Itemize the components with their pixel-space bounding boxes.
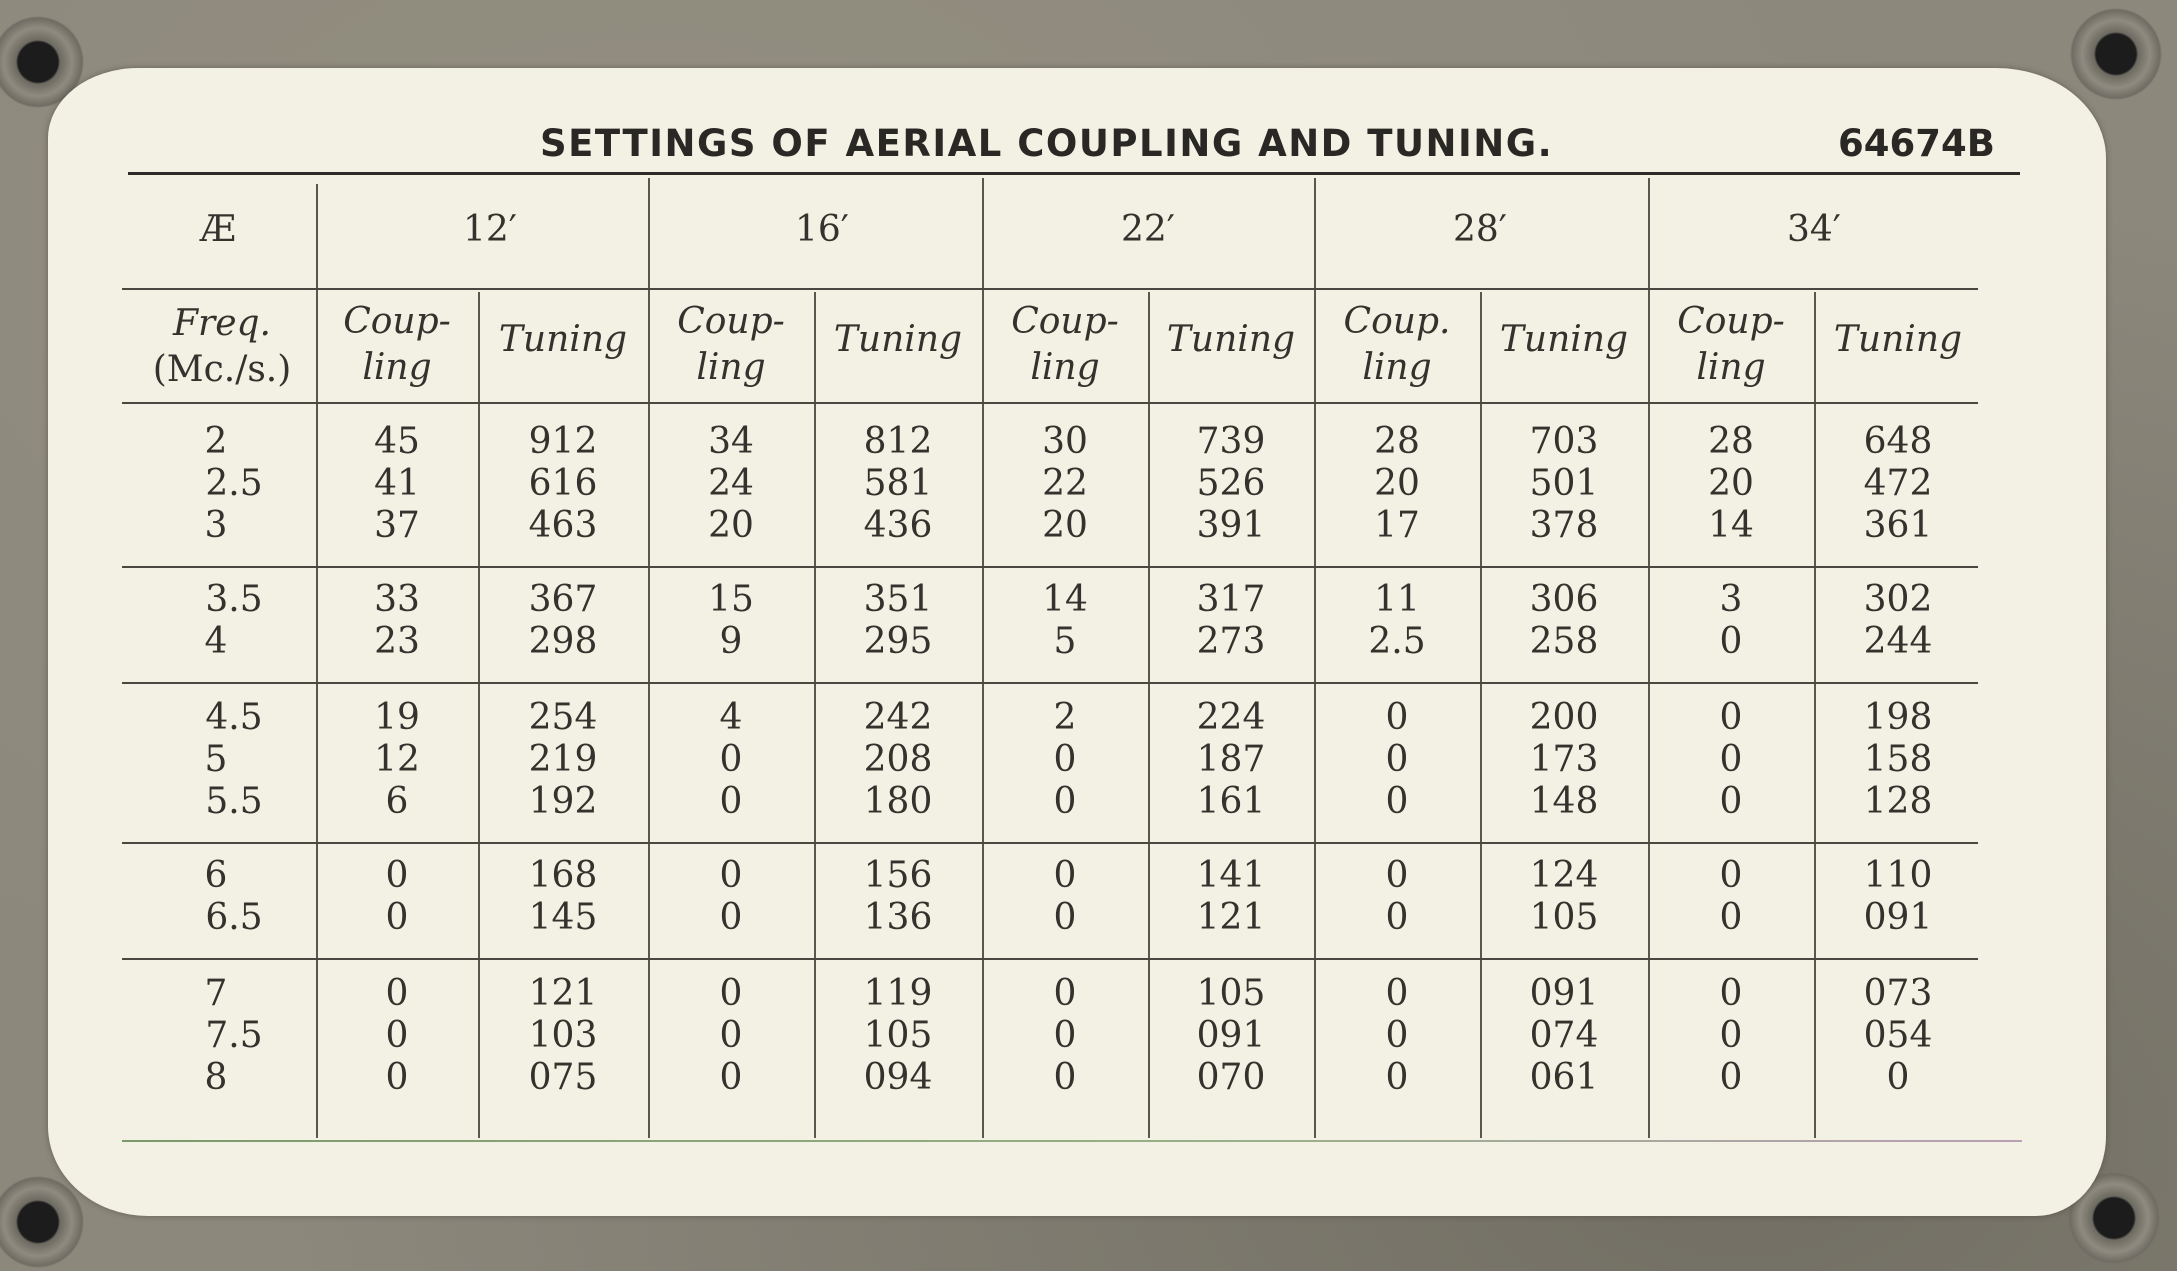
coupling-value: 0: [1385, 697, 1409, 738]
coupling-value: 0: [1719, 1015, 1743, 1056]
coupling-value: 0: [1719, 781, 1743, 822]
tuning-label: Tuning: [498, 319, 628, 360]
freq-value: 4.5: [205, 697, 263, 738]
coupling-value: 24: [708, 463, 754, 504]
coupling-value: 0: [1385, 1057, 1409, 1098]
tuning-value: 121: [1196, 897, 1266, 938]
tuning-value: 103: [528, 1015, 598, 1056]
row-divider: [122, 958, 1978, 960]
coupling-value: 2.5: [1368, 621, 1426, 662]
coupling-value: 20: [1042, 505, 1088, 546]
column-divider: [1814, 292, 1816, 1138]
screw-top-right: [2070, 8, 2162, 100]
tuning-value: 180: [863, 781, 933, 822]
coupling-value: 0: [1719, 739, 1743, 780]
column-divider: [1480, 292, 1482, 1138]
tuning-value: 526: [1196, 463, 1266, 504]
coupling-value: 45: [374, 421, 420, 462]
column-divider: [982, 178, 984, 1138]
tuning-value: 273: [1196, 621, 1266, 662]
tuning-value: 148: [1529, 781, 1599, 822]
tuning-label: Tuning: [1833, 319, 1963, 360]
tuning-value: 367: [528, 579, 598, 620]
coupling-value: 28: [1708, 421, 1754, 462]
tuning-value: 258: [1529, 621, 1599, 662]
freq-value: 8: [204, 1057, 228, 1098]
tuning-value: 054: [1863, 1015, 1933, 1056]
tuning-value: 208: [863, 739, 933, 780]
column-divider: [316, 184, 318, 1138]
tuning-value: 161: [1196, 781, 1266, 822]
tuning-value: 119: [863, 973, 933, 1014]
freq-value: 4: [204, 621, 228, 662]
tuning-value: 391: [1196, 505, 1266, 546]
column-divider: [478, 292, 480, 1138]
coupling-label-2: ling: [1362, 347, 1432, 388]
coupling-value: 41: [374, 463, 420, 504]
coupling-value: 0: [1385, 897, 1409, 938]
coupling-value: 3: [1719, 579, 1743, 620]
coupling-label: Coup-: [677, 301, 785, 342]
coupling-value: 0: [719, 897, 743, 938]
tuning-value: 061: [1529, 1057, 1599, 1098]
coupling-value: 0: [1385, 855, 1409, 896]
coupling-value: 37: [374, 505, 420, 546]
tuning-value: 912: [528, 421, 598, 462]
coupling-value: 0: [1385, 781, 1409, 822]
coupling-value: 0: [1719, 973, 1743, 1014]
aerial-length-5: 34′: [1787, 209, 1841, 250]
coupling-value: 9: [719, 621, 743, 662]
coupling-value: 0: [385, 855, 409, 896]
tuning-label: Tuning: [1499, 319, 1629, 360]
freq-value: 5.5: [205, 781, 263, 822]
tuning-value: 091: [1196, 1015, 1266, 1056]
coupling-value: 0: [1053, 855, 1077, 896]
freq-label: Freq.: [173, 303, 271, 344]
tuning-value: 616: [528, 463, 598, 504]
tuning-value: 703: [1529, 421, 1599, 462]
tuning-value: 094: [863, 1057, 933, 1098]
coupling-value: 0: [719, 973, 743, 1014]
tuning-value: 378: [1529, 505, 1599, 546]
tuning-value: 192: [528, 781, 598, 822]
freq-value: 6: [204, 855, 228, 896]
aerial-length-4: 28′: [1453, 209, 1507, 250]
tuning-value: 136: [863, 897, 933, 938]
coupling-label: Coup.: [1343, 301, 1451, 342]
coupling-value: 4: [719, 697, 743, 738]
row-divider: [122, 402, 1978, 404]
tuning-value: 254: [528, 697, 598, 738]
tuning-value: 219: [528, 739, 598, 780]
coupling-value: 0: [1385, 739, 1409, 780]
coupling-value: 14: [1708, 505, 1754, 546]
coupling-value: 0: [1385, 973, 1409, 1014]
tuning-value: 648: [1863, 421, 1933, 462]
footer-line: [122, 1140, 2022, 1142]
tuning-value: 739: [1196, 421, 1266, 462]
freq-value: 7.5: [205, 1015, 263, 1056]
freq-unit-label: (Mc./s.): [152, 349, 292, 390]
coupling-value: 0: [719, 1057, 743, 1098]
coupling-label-2: ling: [1696, 347, 1766, 388]
freq-value: 2: [204, 421, 228, 462]
tuning-value: 091: [1863, 897, 1933, 938]
tuning-value: 298: [528, 621, 598, 662]
coupling-label-2: ling: [696, 347, 766, 388]
row-divider: [122, 842, 1978, 844]
coupling-value: 0: [1719, 897, 1743, 938]
coupling-value: 0: [1719, 697, 1743, 738]
tuning-value: 168: [528, 855, 598, 896]
tuning-value: 124: [1529, 855, 1599, 896]
coupling-value: 20: [708, 505, 754, 546]
column-divider: [814, 292, 816, 1138]
coupling-value: 15: [708, 579, 754, 620]
freq-value: 2.5: [205, 463, 263, 504]
tuning-value: 121: [528, 973, 598, 1014]
tuning-value: 224: [1196, 697, 1266, 738]
coupling-value: 0: [1719, 855, 1743, 896]
coupling-value: 33: [374, 579, 420, 620]
column-divider: [1148, 292, 1150, 1138]
coupling-value: 28: [1374, 421, 1420, 462]
card-code: 64674B: [1838, 122, 1995, 165]
freq-value: 6.5: [205, 897, 263, 938]
aerial-length-1: 12′: [463, 209, 517, 250]
tuning-value: 463: [528, 505, 598, 546]
coupling-value: 17: [1374, 505, 1420, 546]
tuning-value: 073: [1863, 973, 1933, 1014]
coupling-value: 0: [385, 1057, 409, 1098]
coupling-label-2: ling: [362, 347, 432, 388]
coupling-value: 0: [719, 855, 743, 896]
tuning-value: 075: [528, 1057, 598, 1098]
coupling-value: 0: [1053, 739, 1077, 780]
coupling-value: 19: [374, 697, 420, 738]
tuning-value: 302: [1863, 579, 1933, 620]
tuning-value: 187: [1196, 739, 1266, 780]
tuning-label: Tuning: [1166, 319, 1296, 360]
coupling-value: 20: [1374, 463, 1420, 504]
aerial-length-2: 16′: [795, 209, 849, 250]
coupling-value: 0: [1053, 1057, 1077, 1098]
tuning-value: 581: [863, 463, 933, 504]
tuning-value: 242: [863, 697, 933, 738]
coupling-value: 0: [1053, 1015, 1077, 1056]
coupling-value: 20: [1708, 463, 1754, 504]
row-divider: [122, 288, 1978, 290]
title-rule: [128, 172, 2020, 175]
column-divider: [648, 178, 650, 1138]
coupling-value: 5: [1053, 621, 1077, 662]
coupling-value: 6: [385, 781, 409, 822]
coupling-label: Coup-: [1011, 301, 1119, 342]
coupling-value: 0: [719, 1015, 743, 1056]
tuning-value: 295: [863, 621, 933, 662]
tuning-value: 351: [863, 579, 933, 620]
tuning-value: 158: [1863, 739, 1933, 780]
freq-value: 3: [204, 505, 228, 546]
tuning-value: 105: [863, 1015, 933, 1056]
coupling-value: 0: [1053, 781, 1077, 822]
aerial-length-3: 22′: [1121, 209, 1175, 250]
tuning-value: 436: [863, 505, 933, 546]
coupling-value: 0: [1385, 1015, 1409, 1056]
tuning-value: 105: [1529, 897, 1599, 938]
tuning-value: 156: [863, 855, 933, 896]
ae-label: Æ: [199, 209, 237, 250]
coupling-value: 0: [719, 739, 743, 780]
coupling-value: 0: [385, 973, 409, 1014]
tuning-value: 361: [1863, 505, 1933, 546]
coupling-value: 0: [385, 1015, 409, 1056]
tuning-value: 173: [1529, 739, 1599, 780]
tuning-value: 070: [1196, 1057, 1266, 1098]
coupling-value: 30: [1042, 421, 1088, 462]
tuning-value: 145: [528, 897, 598, 938]
freq-value: 5: [204, 739, 228, 780]
coupling-value: 11: [1374, 579, 1420, 620]
coupling-value: 0: [385, 897, 409, 938]
tuning-label: Tuning: [833, 319, 963, 360]
card-title: SETTINGS OF AERIAL COUPLING AND TUNING.: [540, 122, 1554, 165]
tuning-value: 306: [1529, 579, 1599, 620]
tuning-value: 472: [1863, 463, 1933, 504]
column-divider: [1648, 178, 1650, 1138]
tuning-value: 198: [1863, 697, 1933, 738]
coupling-value: 23: [374, 621, 420, 662]
freq-value: 7: [204, 973, 228, 1014]
tuning-value: 110: [1863, 855, 1933, 896]
tuning-value: 812: [863, 421, 933, 462]
tuning-value: 501: [1529, 463, 1599, 504]
tuning-value: 0: [1886, 1057, 1910, 1098]
tuning-value: 091: [1529, 973, 1599, 1014]
tuning-value: 200: [1529, 697, 1599, 738]
coupling-label-2: ling: [1030, 347, 1100, 388]
tuning-value: 105: [1196, 973, 1266, 1014]
tuning-value: 074: [1529, 1015, 1599, 1056]
coupling-label: Coup-: [343, 301, 451, 342]
tuning-value: 317: [1196, 579, 1266, 620]
coupling-value: 0: [1053, 973, 1077, 1014]
coupling-value: 22: [1042, 463, 1088, 504]
coupling-value: 0: [719, 781, 743, 822]
freq-value: 3.5: [205, 579, 263, 620]
tuning-value: 128: [1863, 781, 1933, 822]
column-divider: [1314, 178, 1316, 1138]
coupling-value: 14: [1042, 579, 1088, 620]
coupling-label: Coup-: [1677, 301, 1785, 342]
row-divider: [122, 682, 1978, 684]
coupling-value: 0: [1719, 621, 1743, 662]
coupling-value: 12: [374, 739, 420, 780]
coupling-value: 0: [1053, 897, 1077, 938]
row-divider: [122, 566, 1978, 568]
coupling-value: 34: [708, 421, 754, 462]
tuning-value: 141: [1196, 855, 1266, 896]
coupling-value: 0: [1719, 1057, 1743, 1098]
tuning-value: 244: [1863, 621, 1933, 662]
coupling-value: 2: [1053, 697, 1077, 738]
